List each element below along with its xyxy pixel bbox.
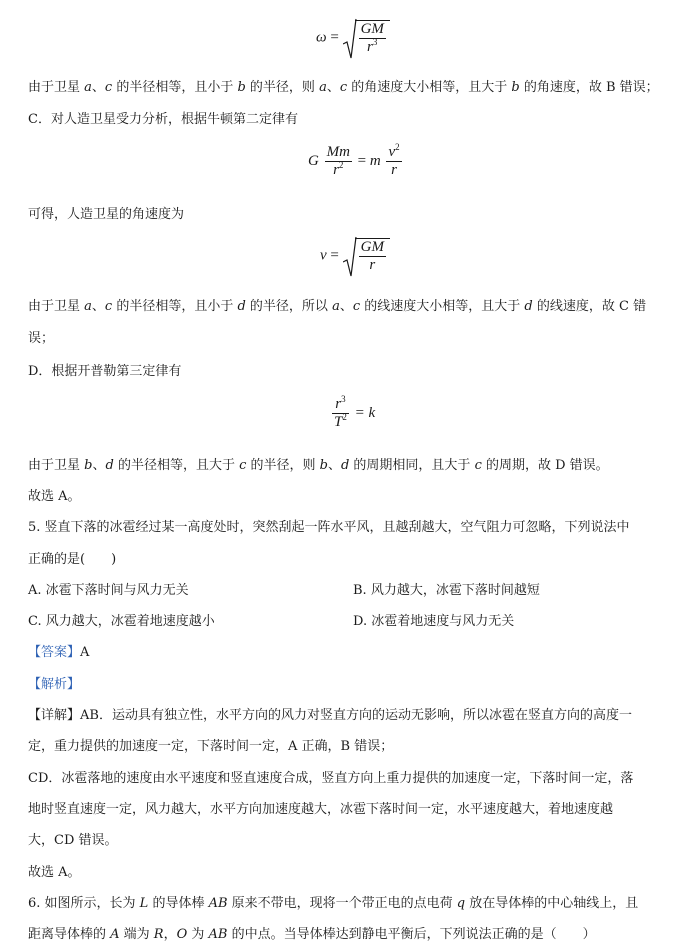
equation-omega: ω = $\frac{GM}{r^3}$ bbox=[316, 20, 390, 56]
paragraph-choose-a-1: 故选 A。 bbox=[28, 489, 81, 504]
answer-value: A bbox=[80, 645, 90, 660]
sqrt-velocity: $\frac{GM}{r}$ bbox=[343, 238, 390, 274]
detail-line-2: 定，重力提供的加速度一定，下落时间一定，A 正确，B 错误； bbox=[28, 739, 394, 754]
paragraph-d-analysis: D．根据开普勒第三定律有 bbox=[28, 364, 182, 379]
paragraph-linear-velocity-conclusion: 由于卫星 a、c 的半径相等，且小于 d 的半径，所以 a、c 的线速度大小相等，且大于 d 的线速度，故 C 错 bbox=[28, 299, 647, 314]
omega-symbol: ω bbox=[316, 29, 327, 46]
eq1-numerator: GM bbox=[360, 21, 384, 37]
detail-line-5: 大，CD 错误。 bbox=[28, 833, 118, 848]
sqrt-omega bbox=[343, 20, 390, 56]
paragraph-choose-a-2: 故选 A。 bbox=[28, 865, 81, 880]
question-6-stem: 6. 如图所示，长为 L 的导体棒 AB 原来不带电，现将一个带正电的点电荷 q 放在导体棒的中心轴线上，且 bbox=[28, 896, 639, 911]
question-5-stem-wrap: 正确的是( ) bbox=[28, 552, 117, 567]
paragraph-period-conclusion: 由于卫星 b、d 的半径相等，且大于 c 的半径，则 b、d 的周期相同，且大于 c 的周期，故 D 错误。 bbox=[28, 458, 609, 473]
answer-tag: 【答案】 bbox=[28, 645, 81, 660]
detail-line-1: 【详解】AB．运动具有独立性，水平方向的风力对竖直方向的运动无影响，所以冰雹在竖直方向的高度一 bbox=[28, 708, 632, 723]
question-5-option-d: D. 冰雹着地速度与风力无关 bbox=[353, 614, 515, 629]
detail-line-4: 地时竖直速度一定，风力越大，水平方向加速度越大，冰雹下落时间一定，水平速度越大，着地速度越 bbox=[28, 802, 614, 817]
equation-newton-second-law: G $\frac{Mm}{r^2}$ = m $\frac{v^2}{r}$ bbox=[308, 142, 400, 178]
detail-line-3: CD．冰雹落地的速度由水平速度和竖直速度合成，竖直方向上重力提供的加速度一定，下落时间一定，落 bbox=[28, 771, 634, 786]
paragraph-linear-velocity-wrap: 误； bbox=[28, 331, 55, 346]
paragraph-c-analysis: C．对人造卫星受力分析，根据牛顿第二定律有 bbox=[28, 112, 298, 127]
analysis-tag: 【解析】 bbox=[28, 677, 81, 692]
paragraph-angular-velocity-conclusion: 由于卫星 a、c 的半径相等，且小于 b 的半径，则 a、c 的角速度大小相等，且大于 b 的角速度，故 B 错误； bbox=[28, 80, 659, 95]
question-5-option-c: C. 风力越大，冰雹着地速度越小 bbox=[28, 614, 215, 629]
question-5-option-a: A. 冰雹下落时间与风力无关 bbox=[28, 583, 189, 598]
eq1-denominator: r bbox=[367, 39, 373, 55]
question-5-option-b: B. 风力越大，冰雹下落时间越短 bbox=[353, 583, 540, 598]
eq1-exponent: 3 bbox=[372, 37, 378, 47]
equation-linear-velocity: v = $\frac{GM}{r}$ bbox=[320, 238, 390, 274]
question-6-stem-wrap: 距离导体棒的 A 端为 R，O 为 AB 的中点。当导体棒达到静电平衡后，下列说法正确的是（ ） bbox=[28, 927, 596, 942]
question-5-stem: 5. 竖直下落的冰雹经过某一高度处时，突然刮起一阵水平风，且越刮越大，空气阻力可忽略，下列说法中 bbox=[28, 520, 630, 535]
answer-line bbox=[28, 644, 89, 662]
paragraph-derive-velocity: 可得，人造卫星的角速度为 bbox=[28, 207, 185, 222]
equation-kepler-third-law: $\frac{r^3}{T^2}$ = k bbox=[334, 394, 376, 430]
